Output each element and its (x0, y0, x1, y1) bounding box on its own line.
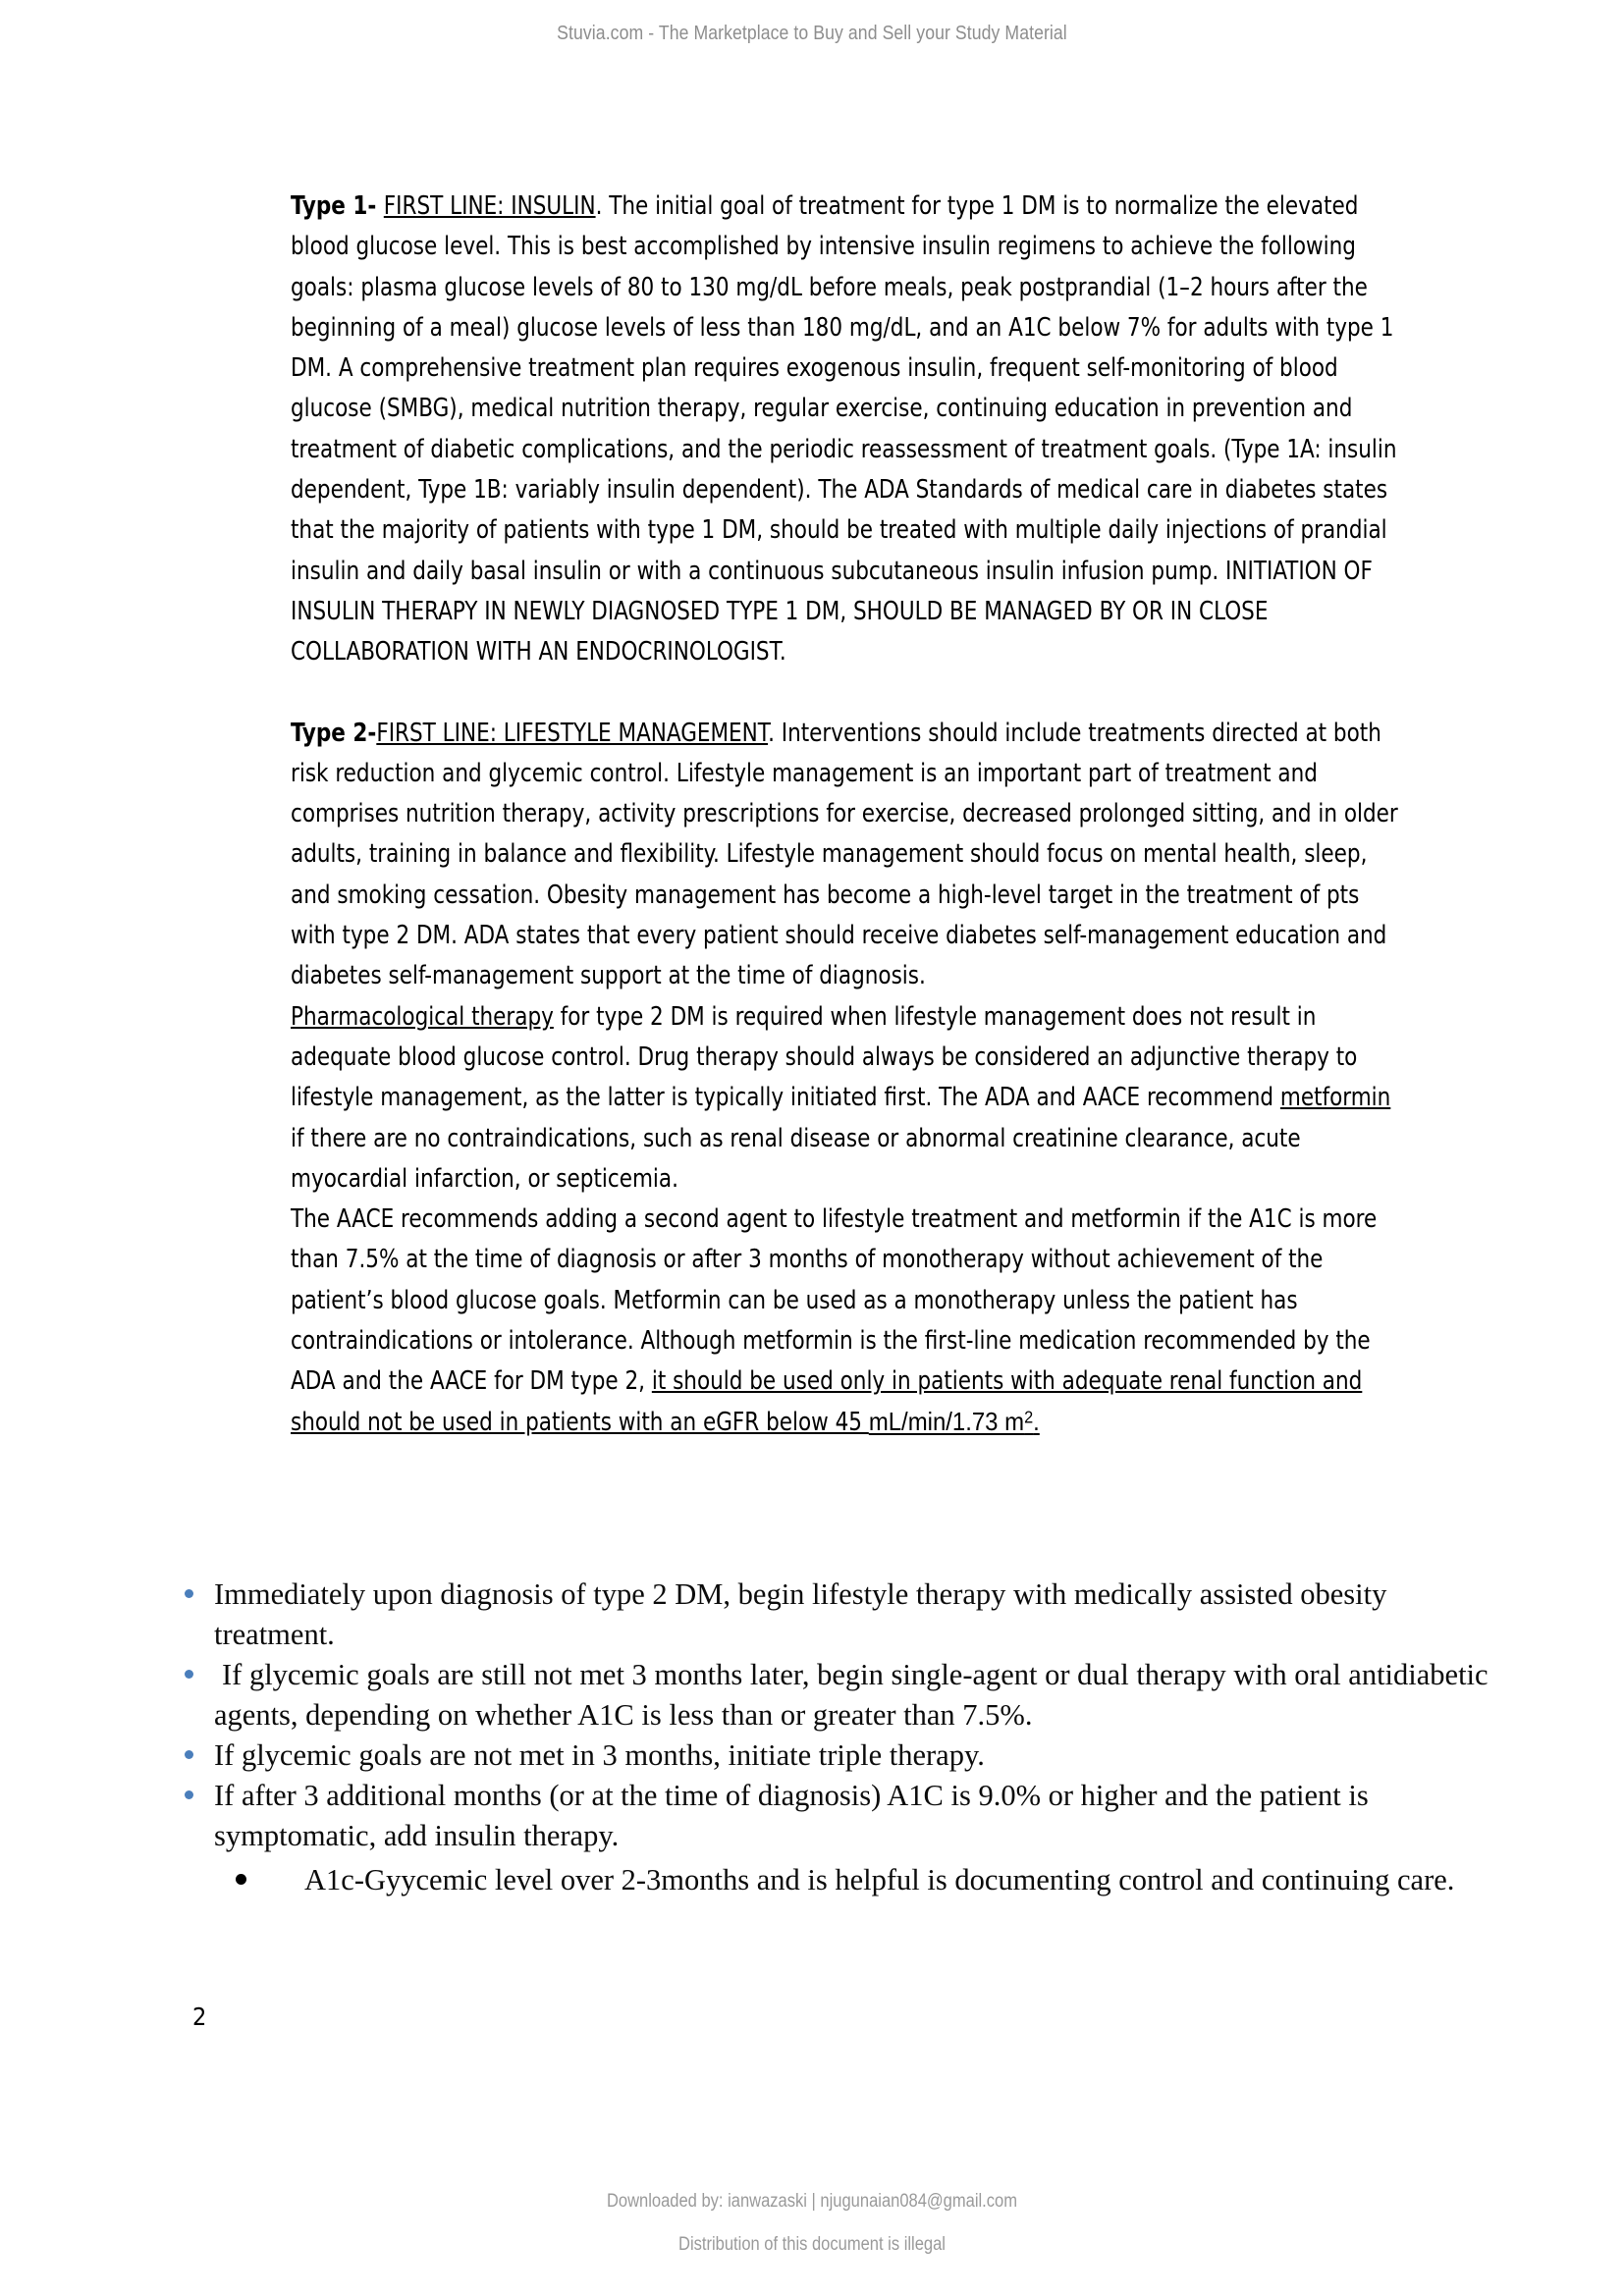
pharmacological-therapy-lead: Pharmacological therapy (291, 1001, 554, 1032)
bullet-dot-icon (185, 1750, 193, 1759)
list-item (236, 1860, 1492, 1900)
paragraph-type-2 (291, 714, 1406, 997)
paragraph-aace-recommendations (291, 1200, 1406, 1443)
aace-body-part-1: The AACE recommends adding a second agent to lifestyle treatment and metformin if the A1C is more than 7.5% at the time of diagnosis or after 3 months of monotherapy without achievement of the patient’s blood glucose goals. Metformin can be used as a monotherapy unless the patient has contraindications or intolerance. Although metformin is the first-line medication recommended by the ADA and the AACE for DM type 2, (291, 1204, 1378, 1397)
type-1-label: Type 1- (291, 191, 384, 221)
footer-distribution-notice: Distribution of this document is illegal (678, 2234, 946, 2255)
egfr-unit-suffix: . (1033, 1408, 1040, 1436)
type-2-label: Type 2- (291, 718, 377, 748)
type-2-body: . Interventions should include treatments directed at both risk reduction and glycemic control. Lifestyle management is an important part of treatment and comprises nutrition therapy, activity prescriptions for exercise, decreased prolonged sitting, and in older adults, training in balance and flexibility. Lifestyle management should focus on mental health, sleep, and smoking cessation. Obesity management has become a high-level target in the treatment of pts with type 2 DM. ADA states that every patient should receive diabetes self-management education and diabetes self-management support at the time of diagnosis. (291, 718, 1398, 991)
document-footer (106, 2191, 1519, 2256)
treatment-step-bullet-list (179, 1575, 1494, 1856)
pharmacological-body-part-1: for type 2 DM is required when lifestyle management does not result in adequate blood glucose control. Drug therapy should always be considered an adjunctive therapy to lifestyle management, as the latter is typically initiated first. The ADA and AACE recommend (291, 1001, 1358, 1113)
egfr-unit-prefix: mL/min/1.73 m (868, 1408, 1025, 1436)
list-item-text: If glycemic goals are not met in 3 months, initiate triple therapy. (214, 1738, 985, 1772)
a1c-sub-bullet-list (236, 1860, 1492, 1900)
type-1-underlined-heading: FIRST LINE: INSULIN (383, 191, 596, 221)
list-item-text: Immediately upon diagnosis of type 2 DM, begin lifestyle therapy with medically assisted obesity treatment. (214, 1577, 1387, 1651)
bullet-dot-icon (185, 1589, 193, 1598)
bullet-dot-icon (236, 1874, 246, 1885)
list-item (179, 1735, 1494, 1776)
pharmacological-body-part-2: if there are no contraindications, such as renal disease or abnormal creatinine clearance, acute myocardial infarction, or septicemia. (291, 1123, 1301, 1194)
document-body (291, 187, 1406, 1443)
egfr-unit-value (869, 1409, 1040, 1436)
type-1-body: . The initial goal of treatment for type 1 DM is to normalize the elevated blood glucose level. This is best accomplished by intensive insulin regimens to achieve the following goals: plasma glucose levels of 80 to 130 mg/dL before meals, peak postprandial (1–2 hours after the beginning of a meal) glucose levels of less than 180 mg/dL, and an A1C below 7% for adults with type 1 DM. A comprehensive treatment plan requires exogenous insulin, frequent self-monitoring of blood glucose (SMBG), medical nutrition therapy, regular exercise, continuing education in prevention and treatment of diabetic complications, and the periodic reassessment of treatment goals. (Type 1A: insulin dependent, Type 1B: variably insulin dependent). The ADA Standards of medical care in diabetes states that the majority of patients with type 1 DM, should be treated with multiple daily injections of prandial insulin and daily basal insulin or with a continuous subcutaneous insulin infusion pump. INITIATION OF INSULIN THERAPY IN NEWLY DIAGNOSED TYPE 1 DM, SHOULD BE MANAGED BY OR IN CLOSE COLLABORATION WITH AN ENDOCRINOLOGIST. (291, 191, 1397, 667)
aace-underlined-caveat: it should be used only in patients with adequate renal function and should not be used in patients with an eGFR below 45 (291, 1366, 1363, 1437)
list-item-text: If glycemic goals are still not met 3 months later, begin single-agent or dual therapy with oral antidiabetic agents, depending on whether A1C is less than or greater than 7.5%. (214, 1658, 1489, 1732)
paragraph-type-1 (291, 187, 1406, 673)
egfr-unit-superscript: 2 (1024, 1407, 1034, 1427)
paragraph-spacer (291, 673, 1406, 714)
type-2-underlined-heading: FIRST LINE: LIFESTYLE MANAGEMENT (376, 718, 769, 748)
list-item (179, 1655, 1494, 1735)
page-number: 2 (192, 2002, 207, 2031)
bullet-dot-icon (185, 1790, 193, 1799)
paragraph-pharmacological-therapy (291, 997, 1406, 1200)
footer-downloaded-by: Downloaded by: ianwazaski | njugunaian084@gmail.com (606, 2191, 1018, 2212)
bullet-dot-icon (185, 1670, 193, 1679)
list-item (179, 1575, 1494, 1655)
metformin-underlined: metformin (1279, 1083, 1391, 1113)
list-item (179, 1776, 1494, 1856)
list-item-text: If after 3 additional months (or at the time of diagnosis) A1C is 9.0% or higher and the patient is symptomatic, add insulin therapy. (214, 1779, 1369, 1852)
list-item-text: A1c-Gyycemic level over 2-3months and is helpful is documenting control and continuing care. (304, 1863, 1455, 1896)
stuvia-watermark-header: Stuvia.com - The Marketplace to Buy and Sell your Study Material (557, 22, 1067, 44)
